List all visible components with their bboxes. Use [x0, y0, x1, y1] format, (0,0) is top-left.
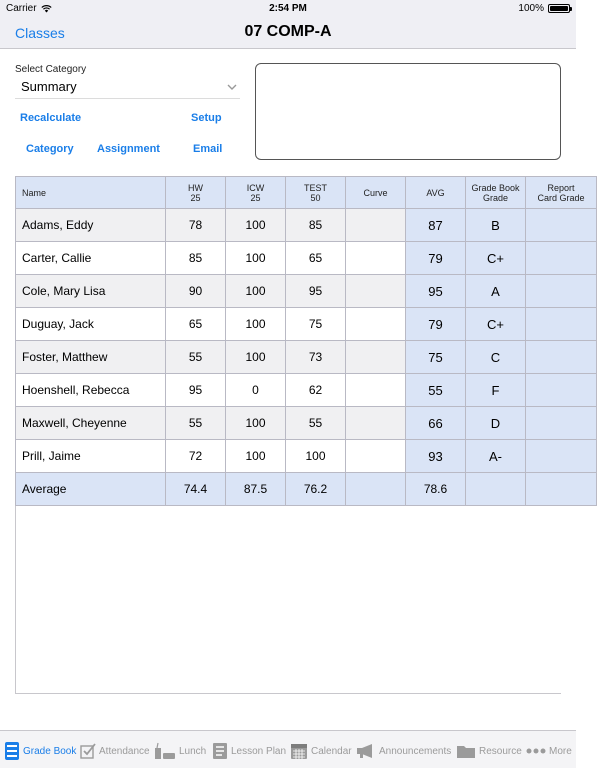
more-icon	[526, 748, 546, 754]
tab-lesson-plan[interactable]	[212, 741, 286, 761]
tab-announcements[interactable]	[356, 741, 451, 761]
avg-value: 55	[406, 374, 466, 407]
table-row[interactable]	[16, 275, 597, 308]
hw-score[interactable]: 55	[166, 341, 226, 374]
header-icw-points: 25	[250, 192, 261, 203]
gradebook-grade: B	[466, 209, 526, 242]
gradebook-grade: C+	[466, 308, 526, 341]
avg-value: 87	[406, 209, 466, 242]
test-average: 76.2	[286, 473, 346, 506]
status-right	[518, 3, 570, 14]
header-gradebook-grade-line2: Grade	[482, 192, 508, 203]
tab-label: Lunch	[179, 745, 207, 757]
curve-cell[interactable]	[346, 407, 406, 440]
curve-cell[interactable]	[346, 440, 406, 473]
student-name[interactable]: Carter, Callie	[16, 242, 166, 275]
header-name[interactable]: Name	[16, 177, 166, 209]
student-name[interactable]: Maxwell, Cheyenne	[16, 407, 166, 440]
gradebook-grade: C+	[466, 242, 526, 275]
table-header-row	[16, 177, 597, 209]
header-gradebook-grade-line1: Grade Book	[471, 182, 520, 193]
header-test-points: 50	[310, 192, 321, 203]
average-row	[16, 473, 597, 506]
megaphone-icon	[356, 743, 376, 759]
student-name[interactable]: Duguay, Jack	[16, 308, 166, 341]
grade-table-grid	[15, 176, 597, 506]
tab-label: Calendar	[311, 745, 352, 757]
avg-value: 75	[406, 341, 466, 374]
table-row[interactable]	[16, 308, 597, 341]
gradebook-grade: A	[466, 275, 526, 308]
tab-label: Attendance	[99, 745, 150, 757]
student-name[interactable]: Hoenshell, Rebecca	[16, 374, 166, 407]
icw-score[interactable]: 100	[226, 440, 286, 473]
battery-percent: 100%	[518, 3, 544, 14]
report-card-grade[interactable]	[526, 341, 597, 374]
tab-label: Resource	[479, 745, 522, 757]
report-card-grade[interactable]	[526, 308, 597, 341]
header-hw-points: 25	[190, 192, 201, 203]
category-button[interactable]: Category	[26, 143, 74, 155]
curve-cell[interactable]	[346, 308, 406, 341]
header-report-card-grade[interactable]	[526, 177, 597, 209]
header-test[interactable]	[286, 177, 346, 209]
header-report-card-line1: Report	[547, 182, 575, 193]
tab-attendance[interactable]	[80, 741, 150, 761]
curve-cell[interactable]	[346, 242, 406, 275]
icw-score[interactable]: 100	[226, 308, 286, 341]
test-score[interactable]: 62	[286, 374, 346, 407]
page-title: 07 COMP-A	[244, 23, 332, 40]
hw-score[interactable]: 72	[166, 440, 226, 473]
icw-score[interactable]: 100	[226, 209, 286, 242]
lesson-plan-icon	[212, 742, 228, 760]
gradebook-grade: C	[466, 341, 526, 374]
report-card-grade[interactable]	[526, 242, 597, 275]
header-test-title: TEST	[303, 182, 327, 193]
battery-icon	[548, 4, 570, 13]
report-average	[526, 473, 597, 506]
lunch-icon	[154, 742, 176, 760]
calendar-icon	[290, 742, 308, 760]
tab-calendar[interactable]	[290, 741, 352, 761]
curve-cell[interactable]	[346, 275, 406, 308]
table-row[interactable]	[16, 407, 597, 440]
header-icw[interactable]	[226, 177, 286, 209]
avg-value: 93	[406, 440, 466, 473]
average-label: Average	[16, 473, 166, 506]
tab-bar	[0, 730, 576, 768]
header-curve[interactable]: Curve	[346, 177, 406, 209]
recalculate-button[interactable]: Recalculate	[20, 112, 82, 124]
table-row[interactable]	[16, 374, 597, 407]
icw-score[interactable]: 100	[226, 242, 286, 275]
table-row[interactable]	[16, 242, 597, 275]
curve-cell[interactable]	[346, 209, 406, 242]
tab-grade-book[interactable]	[4, 741, 76, 761]
report-card-grade[interactable]	[526, 374, 597, 407]
header-hw-title: HW	[188, 182, 203, 193]
category-select[interactable]	[15, 76, 240, 99]
tab-label: Lesson Plan	[231, 745, 287, 757]
student-name[interactable]: Cole, Mary Lisa	[16, 275, 166, 308]
nav-bar	[0, 18, 576, 49]
folder-icon	[456, 743, 476, 759]
grade-average	[466, 473, 526, 506]
hw-score[interactable]: 95	[166, 374, 226, 407]
icw-score[interactable]: 100	[226, 407, 286, 440]
avg-average: 78.6	[406, 473, 466, 506]
tab-more[interactable]	[526, 741, 572, 761]
table-row[interactable]	[16, 209, 597, 242]
report-card-grade[interactable]	[526, 440, 597, 473]
hw-score[interactable]: 55	[166, 407, 226, 440]
table-empty-area	[15, 506, 561, 694]
gradebook-grade: F	[466, 374, 526, 407]
test-score[interactable]: 65	[286, 242, 346, 275]
report-card-grade[interactable]	[526, 407, 597, 440]
student-name[interactable]: Adams, Eddy	[16, 209, 166, 242]
assignment-button[interactable]: Assignment	[97, 143, 160, 155]
test-score[interactable]: 55	[286, 407, 346, 440]
grade-table	[15, 176, 585, 506]
student-name[interactable]: Foster, Matthew	[16, 341, 166, 374]
test-score[interactable]: 73	[286, 341, 346, 374]
header-avg[interactable]: AVG	[406, 177, 466, 209]
test-score[interactable]: 95	[286, 275, 346, 308]
curve-average	[346, 473, 406, 506]
curve-cell[interactable]	[346, 341, 406, 374]
header-report-card-line2: Card Grade	[537, 192, 585, 203]
table-row[interactable]	[16, 341, 597, 374]
carrier-label: Carrier	[6, 3, 37, 14]
status-bar	[0, 0, 576, 18]
table-row[interactable]	[16, 440, 597, 473]
classes-back-button[interactable]: Classes	[15, 25, 65, 41]
tab-lunch[interactable]	[154, 741, 206, 761]
select-category-label: Select Category	[15, 64, 87, 75]
gradebook-grade: A-	[466, 440, 526, 473]
icw-average: 87.5	[226, 473, 286, 506]
email-button[interactable]: Email	[193, 143, 223, 155]
status-time: 2:54 PM	[269, 3, 307, 14]
setup-button[interactable]: Setup	[191, 112, 222, 124]
avg-value: 66	[406, 407, 466, 440]
chevron-down-icon	[227, 82, 237, 92]
checkbox-icon	[80, 743, 96, 759]
tab-label: More	[549, 745, 572, 757]
report-card-grade[interactable]	[526, 275, 597, 308]
hw-score[interactable]: 65	[166, 308, 226, 341]
tab-label: Grade Book	[23, 745, 77, 757]
test-score[interactable]: 75	[286, 308, 346, 341]
test-score[interactable]: 85	[286, 209, 346, 242]
icw-score[interactable]: 0	[226, 374, 286, 407]
hw-average: 74.4	[166, 473, 226, 506]
hw-score[interactable]: 85	[166, 242, 226, 275]
icw-score[interactable]: 100	[226, 275, 286, 308]
test-score[interactable]: 100	[286, 440, 346, 473]
curve-cell[interactable]	[346, 374, 406, 407]
hw-score[interactable]: 78	[166, 209, 226, 242]
notes-text-area[interactable]	[255, 63, 561, 160]
header-hw[interactable]	[166, 177, 226, 209]
tab-resource[interactable]	[456, 741, 522, 761]
report-card-grade[interactable]	[526, 209, 597, 242]
icw-score[interactable]: 100	[226, 341, 286, 374]
gradebook-icon	[4, 741, 20, 761]
category-select-value: Summary	[21, 79, 77, 94]
header-gradebook-grade[interactable]	[466, 177, 526, 209]
hw-score[interactable]: 90	[166, 275, 226, 308]
gradebook-grade: D	[466, 407, 526, 440]
avg-value: 79	[406, 242, 466, 275]
avg-value: 79	[406, 308, 466, 341]
tab-label: Announcements	[379, 745, 452, 757]
student-name[interactable]: Prill, Jaime	[16, 440, 166, 473]
avg-value: 95	[406, 275, 466, 308]
header-icw-title: ICW	[246, 182, 265, 193]
